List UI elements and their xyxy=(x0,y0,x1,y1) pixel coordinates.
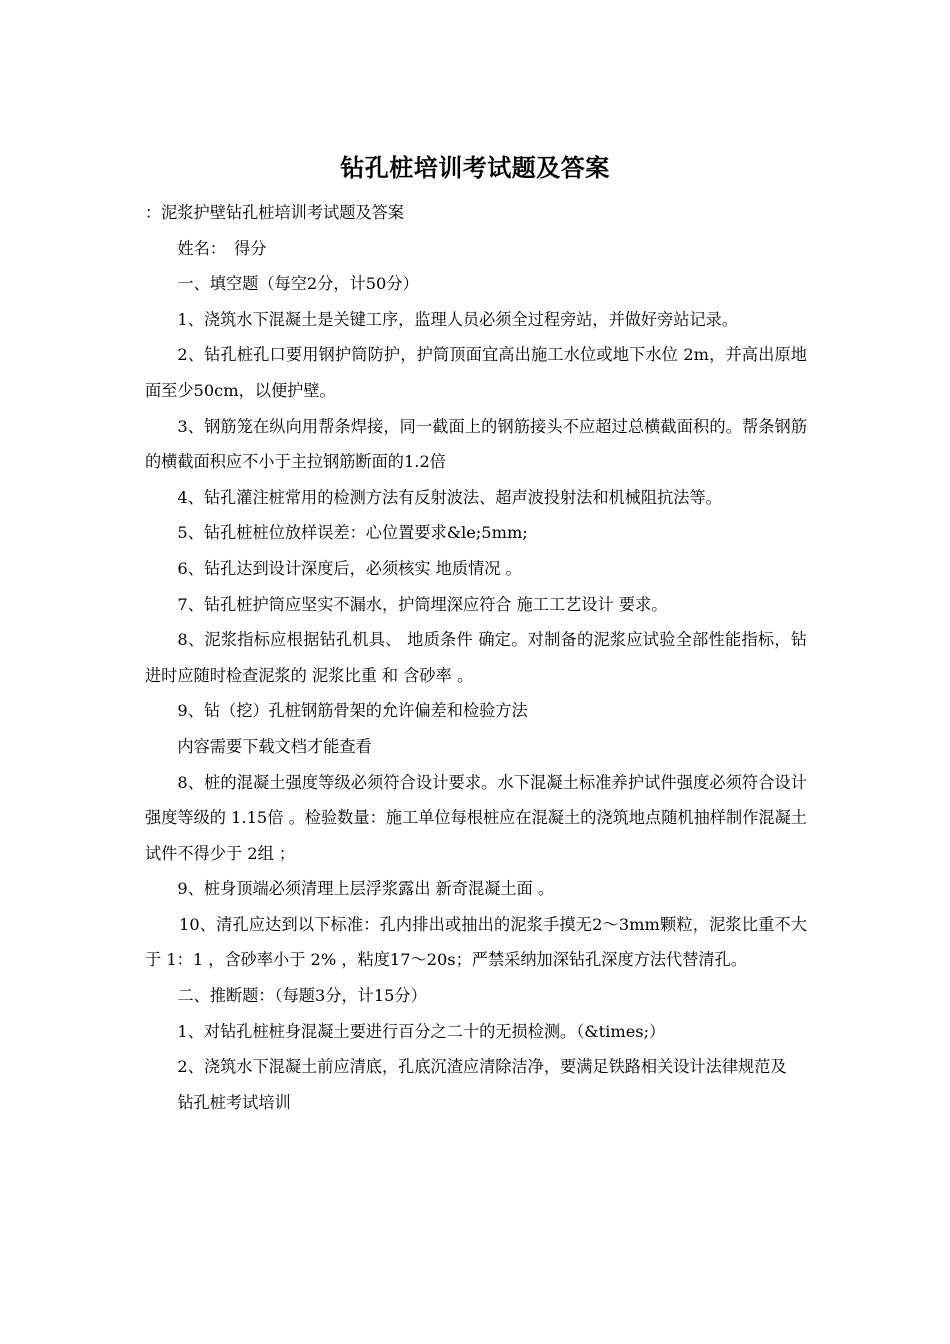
question-paragraph: 9、钻（挖）孔桩钢筋骨架的允许偏差和检验方法 xyxy=(177,701,528,721)
question-paragraph: 6、钻孔达到设计深度后，必须核实 地质情况 。 xyxy=(177,558,522,578)
question-paragraph: 4、钻孔灌注桩常用的检测方法有反射波法、超声波投射法和机械阻抗法等。 xyxy=(177,487,722,507)
question-paragraph: 8、泥浆指标应根据钻孔机具、 地质条件 确定。对制备的泥浆应试验全部性能指标，钻进时应随时检查泥浆的 泥浆比重 和 含砂率 。 xyxy=(145,630,807,685)
question-paragraph: 8、桩的混凝土强度等级必须符合设计要求。水下混凝土标准养护试件强度必须符合设计强度等级的 1.15倍 。检验数量：施工单位每根桩应在混凝土的浇筑地点随机抽样制作混凝土试件不得少于 2组 ； xyxy=(145,772,807,863)
question-paragraph: 2、钻孔桩孔口要用钢护筒防护，护筒顶面宜高出施工水位或地下水位 2m，并高出原地面至少50cm，以便护壁。 xyxy=(145,345,807,400)
download-notice: 内容需要下载文档才能查看 xyxy=(177,736,372,756)
question-paragraph: 2、浇筑水下混凝土前应清底，孔底沉渣应清除洁净，要满足铁路相关设计法律规范及 xyxy=(177,1057,787,1077)
question-paragraph: 1、对钻孔桩桩身混凝土要进行百分之二十的无损检测。（&times;） xyxy=(177,1021,666,1041)
question-paragraph: 3、钢筋笼在纵向用帮条焊接，同一截面上的钢筋接头不应超过总横截面积的。帮条钢筋的横截面积应不小于主拉钢筋断面的1.2倍 xyxy=(145,416,807,472)
question-paragraph: 10、清孔应达到以下标准：孔内排出或抽出的泥浆手摸无2～3mm颗粒，泥浆比重不大于 1：1 ，含砂率小于 2% ，粘度17～20s；严禁采纳加深钻孔深度方法代替清孔。 xyxy=(145,914,807,970)
document-title: 钻孔桩培训考试题及答案 xyxy=(340,153,610,182)
paragraph-subtitle: ：泥浆护壁钻孔桩培训考试题及答案 xyxy=(145,203,404,222)
section-heading-fill-blank: 一、填空题（每空2分，计50分） xyxy=(177,274,419,294)
question-paragraph: 7、钻孔桩护筒应坚实不漏水，护筒埋深应符合 施工工艺设计 要求。 xyxy=(177,594,668,614)
question-paragraph: 1、浇筑水下混凝土是关键工序，监理人员必须全过程旁站，并做好旁站记录。 xyxy=(177,309,739,329)
question-paragraph: 5、钻孔桩桩位放样误差：心位置要求&le;5mm; xyxy=(177,523,528,543)
question-paragraph: 9、桩身顶端必须清理上层浮浆露出 新奇混凝土面 。 xyxy=(177,879,555,899)
section-heading-judgment: 二、推断题：（每题3分，计15分） xyxy=(177,986,427,1006)
paragraph-name-score: 姓名： 得分 xyxy=(177,238,267,258)
document-footer-text: 钻孔桩考试培训 xyxy=(177,1092,291,1112)
document-body xyxy=(145,195,807,1120)
